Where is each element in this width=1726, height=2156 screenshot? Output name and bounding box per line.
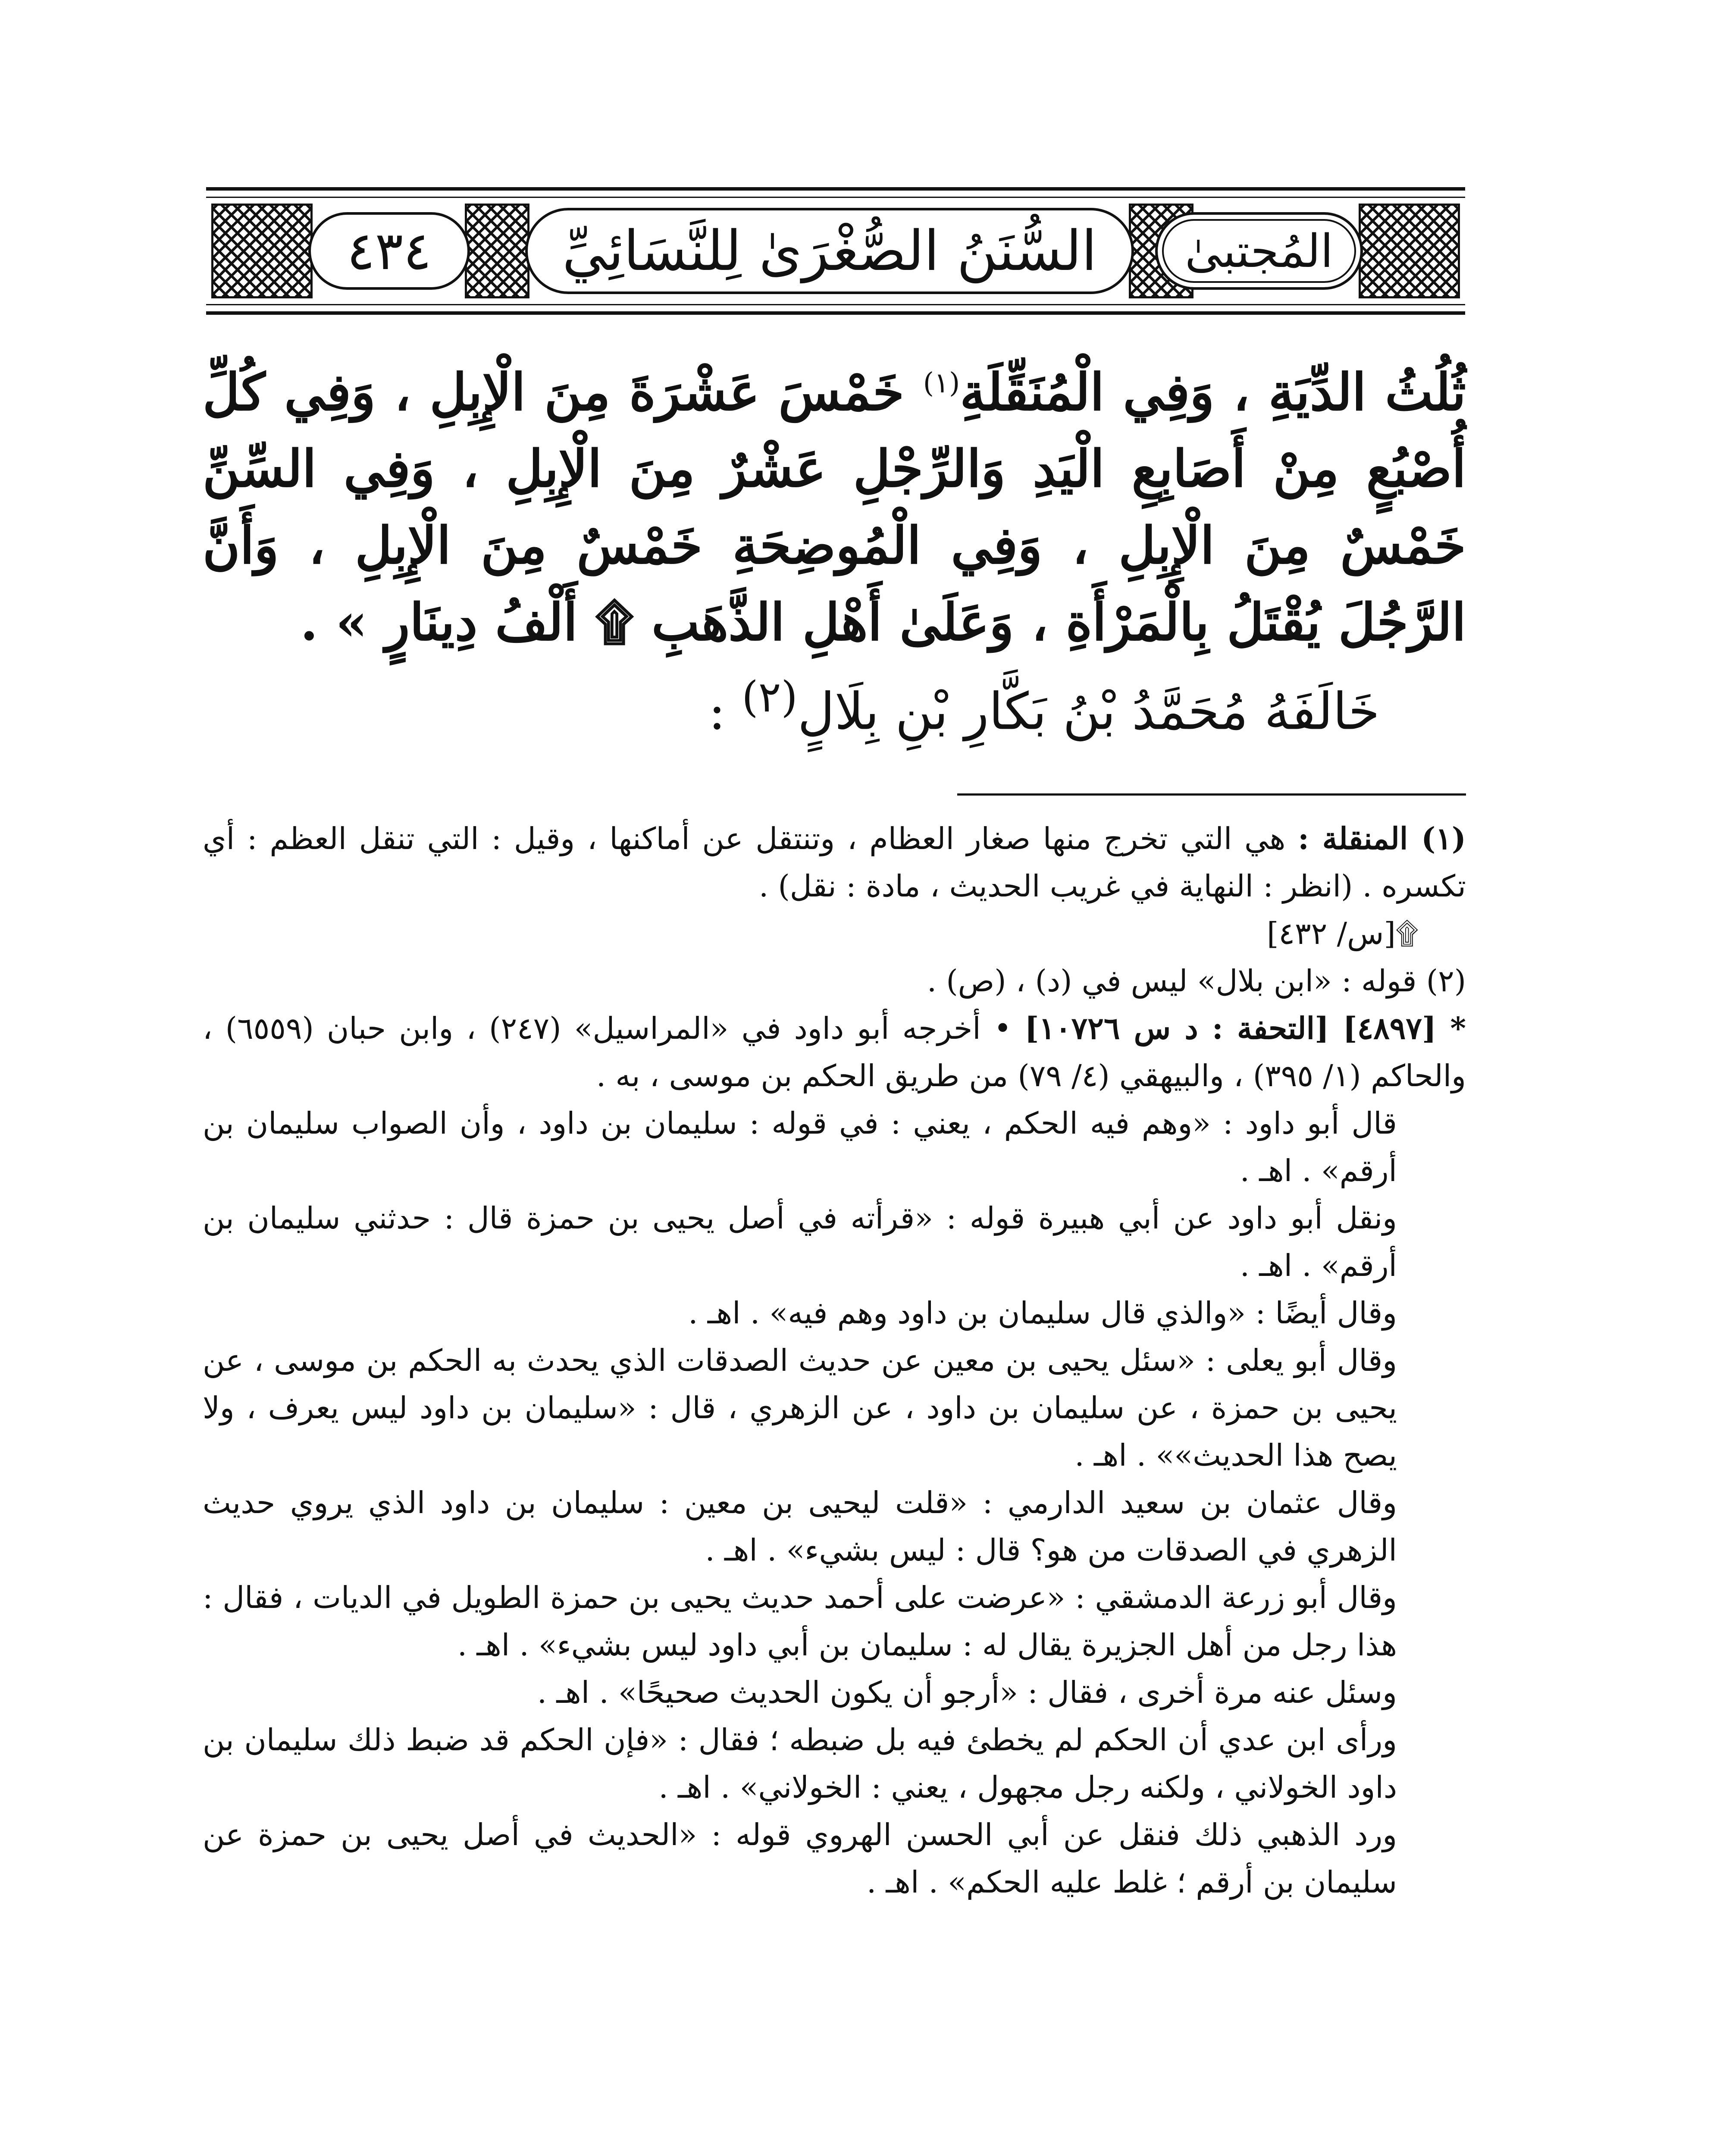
footnote-ref-1: (١)	[923, 367, 960, 399]
footnote-separator	[957, 793, 1466, 796]
commentary-paragraph: وقال أبو زرعة الدمشقي : «عرضت على أحمد حديث يحيى بن حمزة الطويل في الديات ، فقال : هذا رجل من أهل الجزيرة يقال له : سليمان بن أبي داود ليس بشيء» . اهـ .	[203, 1580, 1397, 1663]
takhrij-text: • أخرجه أبو داود في «المراسيل» (٢٤٧) ، وابن حبان (٦٥٥٩) ، والحاكم (١/ ٣٩٥) ، والبيهقي (٤/ ٧٩) من طريق الحكم بن موسى ، به .	[203, 1011, 1466, 1094]
commentary-paragraph: قال أبو داود : «وهم فيه الحكم ، يعني : في قوله : سليمان بن داود ، وأن الصواب سليمان بن أرقم» . اهـ .	[203, 1106, 1397, 1188]
header-ornament-left	[211, 204, 313, 298]
hadith-text	[203, 345, 1466, 661]
commentary-paragraph: ورأى ابن عدي أن الحكم لم يخطئ فيه بل ضبطه ؛ فقال : «فإن الحكم قد ضبط ذلك سليمان بن داود الخولاني ، ولكنه رجل مجهول ، يعني : الخولاني» . اهـ .	[203, 1722, 1397, 1805]
footnote-ref-2: (٢)	[742, 673, 798, 722]
footnote-2: (٢) قوله : «ابن بلال» ليس في (د) ، (ص) .	[927, 963, 1466, 999]
footnotes	[203, 815, 1466, 1906]
takhrij-label: * [٤٨٩٧] [التحفة : د س ١٠٧٢٦]	[1024, 1010, 1466, 1046]
narration-note-end: :	[708, 681, 742, 741]
hadith-body: خَمْسَ عَشْرَةَ مِنَ الْإِبِلِ ، وَفِي كُلِّ أُصْبُعٍ مِنْ أَصَابِعِ الْيَدِ وَالرِّجْلِ عَشْرٌ مِنَ الْإِبِلِ ، وَفِي السِّنِّ خَمْسٌ مِنَ الْإِبِلِ ، وَفِي الْمُوضِحَةِ خَمْسٌ مِنَ الْإِبِلِ ، وَأَنَّ الرَّجُلَ يُقْتَلُ بِالْمَرْأَةِ ، وَعَلَىٰ أَهْلِ الذَّهَبِ ۩ أَلْفُ دِينَارٍ » .	[203, 362, 1466, 652]
commentary-paragraph: وسئل عنه مرة أخرى ، فقال : «أرجو أن يكون الحديث صحيحًا» . اهـ .	[537, 1675, 1397, 1710]
page-number: ٤٣٤	[308, 212, 470, 290]
takhrij	[203, 1005, 1466, 1100]
book-tag: المُجتبىٰ	[1155, 212, 1363, 290]
commentary-paragraph: وقال أيضًا : «والذي قال سليمان بن داود وهم فيه» . اهـ .	[688, 1295, 1397, 1331]
book-title: السُّنَنُ الصُّغْرَىٰ لِلنَّسَائِيِّ	[525, 208, 1134, 294]
footnote-1-text: هي التي تخرج منها صغار العظام ، وتنتقل عن أماكنها ، وقيل : التي تنقل العظم : أي تكسره . (انظر : النهاية في غريب الحديث ، مادة : نقل) .	[203, 821, 1466, 904]
hadith-line-start: ثُلُثُ الدِّيَةِ ، وَفِي الْمُنَقِّلَةِ	[960, 362, 1466, 422]
page-header	[206, 187, 1465, 315]
commentary-paragraph: ونقل أبو داود عن أبي هبيرة قوله : «قرأته في أصل يحيى بن حمزة قال : حدثني سليمان بن أرقم» . اهـ .	[203, 1200, 1397, 1283]
commentary-paragraph: وقال عثمان بن سعيد الدارمي : «قلت ليحيى بن معين : سليمان بن داود الذي يروي حديث الزهري في الصدقات من هو؟ قال : ليس بشيء» . اهـ .	[203, 1485, 1397, 1568]
narration-note-text: خَالَفَهُ مُحَمَّدُ بْنُ بَكَّارِ بْنِ بِلَالٍ	[797, 681, 1380, 741]
footnote-1	[203, 815, 1466, 910]
narration-note	[474, 673, 1380, 741]
page-marker: ۩[س/ ٤٣٢]	[1267, 916, 1419, 951]
commentary-paragraph: ورد الذهبي ذلك فنقل عن أبي الحسن الهروي قوله : «الحديث في أصل يحيى بن حمزة عن سليمان بن أرقم ؛ غلط عليه الحكم» . اهـ .	[203, 1817, 1397, 1900]
commentary-paragraph: وقال أبو يعلى : «سئل يحيى بن معين عن حديث الصدقات الذي يحدث به الحكم بن موسى ، عن يحيى بن حمزة ، عن سليمان بن داود ، عن الزهري ، قال : «سليمان بن داود ليس يعرف ، ولا يصح هذا الحديث»» . اهـ .	[203, 1343, 1397, 1473]
header-ornament-mid-left	[465, 204, 529, 298]
footnote-1-label: (١) المنقلة :	[1298, 821, 1466, 856]
header-ornament-right	[1359, 204, 1460, 298]
